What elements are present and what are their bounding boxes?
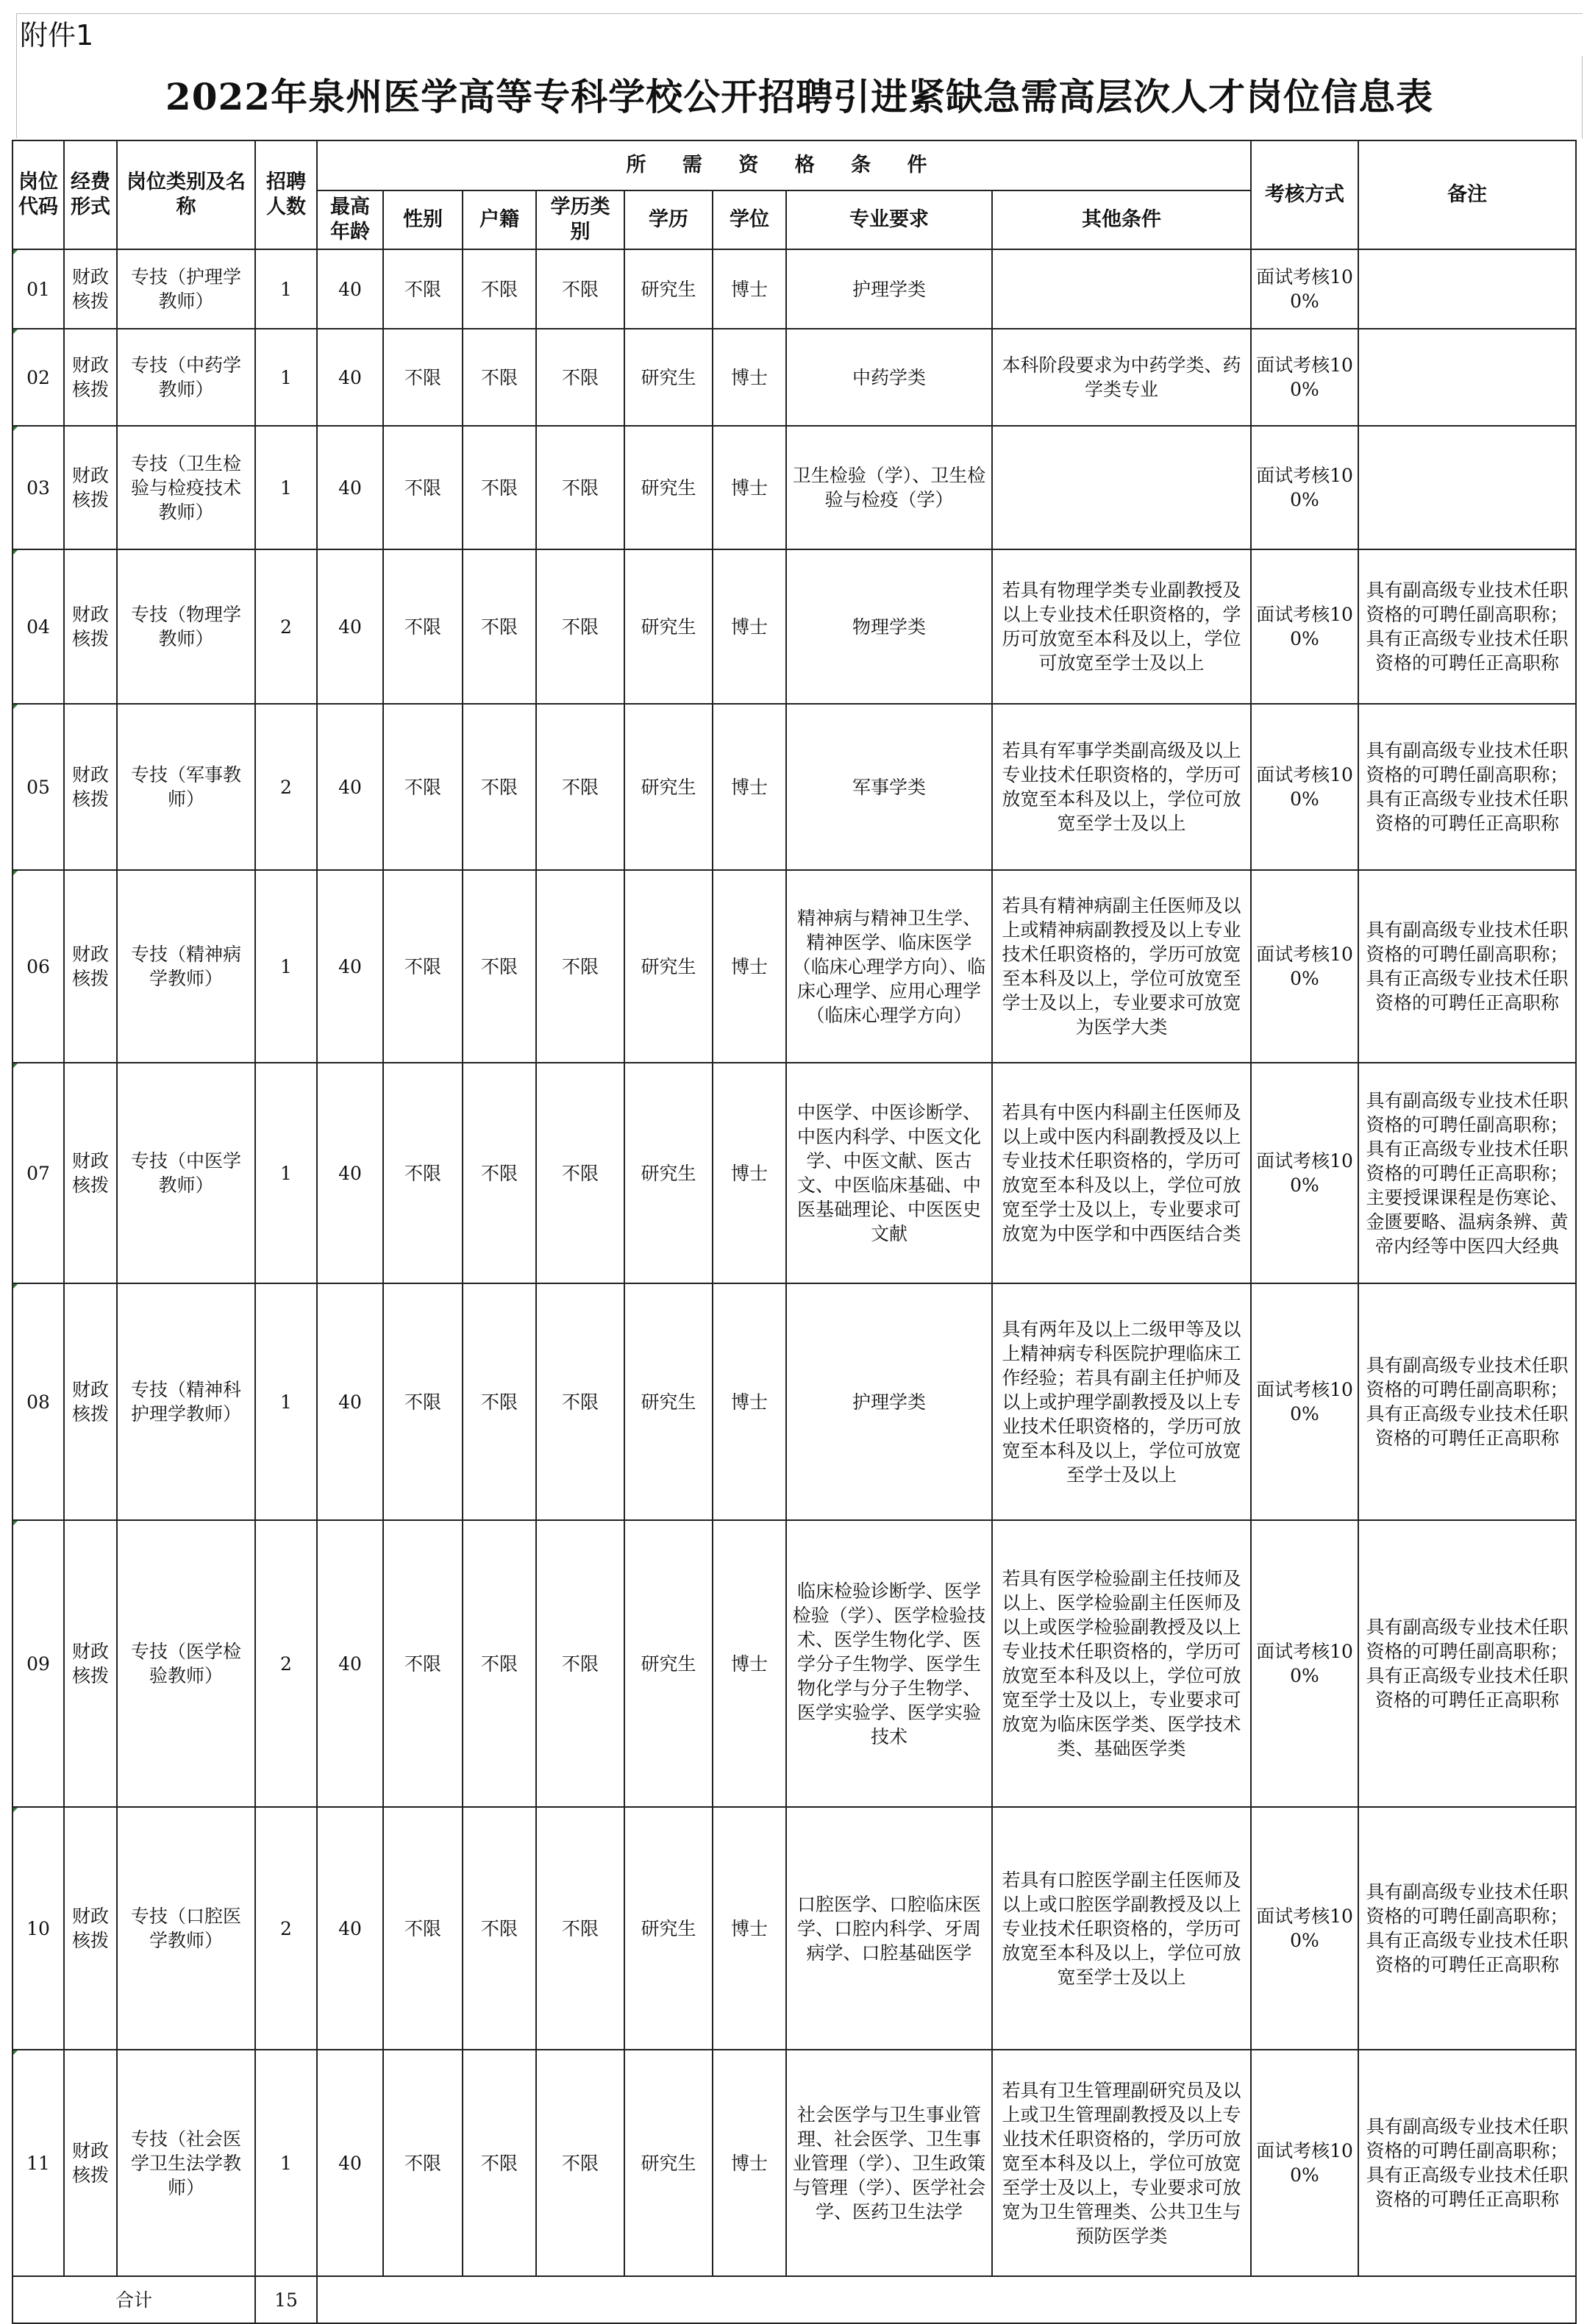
header-education: 学历 <box>624 190 713 249</box>
total-count: 15 <box>255 2276 317 2323</box>
cell-assessment: 面试考核100% <box>1251 2050 1358 2276</box>
cell-funding: 财政核拨 <box>64 704 117 870</box>
cell-education: 研究生 <box>624 329 713 426</box>
cell-funding: 财政核拨 <box>64 549 117 704</box>
cell-other: 若具有中医内科副主任医师及以上或中医内科副教授及以上专业技术任职资格的，学历可放宽至本科及以上，学位可放宽至学士及以上，专业要求可放宽为中医学和中西医结合类 <box>992 1063 1251 1283</box>
cell-corner-marker <box>13 550 18 555</box>
cell-category: 专技（精神病学教师） <box>117 870 255 1063</box>
cell-major: 物理学类 <box>786 549 992 704</box>
cell-other: 若具有军事学类副高级及以上专业技术任职资格的，学历可放宽至本科及以上，学位可放宽至学士及以上 <box>992 704 1251 870</box>
header-max-age: 最高年龄 <box>317 190 383 249</box>
cell-category: 专技（物理学教师） <box>117 549 255 704</box>
total-label: 合计 <box>13 2276 255 2323</box>
cell-degree: 博士 <box>713 1807 786 2050</box>
header-gender: 性别 <box>383 190 463 249</box>
cell-assessment: 面试考核100% <box>1251 870 1358 1063</box>
cell-education: 研究生 <box>624 426 713 549</box>
header-other: 其他条件 <box>992 190 1251 249</box>
cell-education: 研究生 <box>624 704 713 870</box>
cell-gender: 不限 <box>383 2050 463 2276</box>
cell-hukou: 不限 <box>463 1807 536 2050</box>
cell-major: 精神病与精神卫生学、精神医学、临床医学（临床心理学方向）、临床心理学、应用心理学（临床心理学方向） <box>786 870 992 1063</box>
cell-other: 若具有口腔医学副主任医师及以上或口腔医学副教授及以上专业技术任职资格的，学历可放宽至本科及以上，学位可放宽至学士及以上 <box>992 1807 1251 2050</box>
cell-category: 专技（医学检验教师） <box>117 1520 255 1807</box>
cell-major: 护理学类 <box>786 1283 992 1520</box>
cell-max-age: 40 <box>317 1807 383 2050</box>
table-row <box>13 426 1576 549</box>
cell-count: 2 <box>255 549 317 704</box>
document-title: 2022年泉州医学高等专科学校公开招聘引进紧缺急需高层次人才岗位信息表 <box>16 56 1583 138</box>
cell-funding: 财政核拨 <box>64 249 117 329</box>
cell-code: 04 <box>13 549 64 704</box>
cell-other: 若具有医学检验副主任技师及以上、医学检验副主任医师及以上或医学检验副教授及以上专业技术任职资格的，学历可放宽至本科及以上，学位可放宽至学士及以上，专业要求可放宽为临床医学类、医学技术类、基础医学类 <box>992 1520 1251 1807</box>
cell-code: 11 <box>13 2050 64 2276</box>
table-row <box>13 870 1576 1063</box>
cell-gender: 不限 <box>383 249 463 329</box>
cell-gender: 不限 <box>383 870 463 1063</box>
cell-corner-marker <box>13 1284 18 1288</box>
table-row <box>13 329 1576 426</box>
cell-category: 专技（口腔医学教师） <box>117 1807 255 2050</box>
cell-remarks <box>1358 426 1576 549</box>
cell-corner-marker <box>13 1808 18 1812</box>
cell-degree: 博士 <box>713 1283 786 1520</box>
cell-max-age: 40 <box>317 1283 383 1520</box>
cell-count: 1 <box>255 870 317 1063</box>
cell-edu-type: 不限 <box>536 1807 624 2050</box>
cell-gender: 不限 <box>383 1283 463 1520</box>
total-blank <box>317 2276 1576 2323</box>
cell-major: 卫生检验（学）、卫生检验与检疫（学） <box>786 426 992 549</box>
header-degree: 学位 <box>713 190 786 249</box>
position-table <box>12 140 1577 2324</box>
table-row <box>13 249 1576 329</box>
cell-remarks: 具有副高级专业技术任职资格的可聘任副高职称；具有正高级专业技术任职资格的可聘任正高职称；主要授课课程是伤寒论、金匮要略、温病条辨、黄帝内经等中医四大经典 <box>1358 1063 1576 1283</box>
cell-major: 中医学、中医诊断学、中医内科学、中医文化学、中医文献、医古文、中医临床基础、中医基础理论、中医医史文献 <box>786 1063 992 1283</box>
cell-count: 1 <box>255 249 317 329</box>
cell-degree: 博士 <box>713 704 786 870</box>
cell-edu-type: 不限 <box>536 1520 624 1807</box>
cell-edu-type: 不限 <box>536 1283 624 1520</box>
cell-remarks: 具有副高级专业技术任职资格的可聘任副高职称；具有正高级专业技术任职资格的可聘任正高职称 <box>1358 2050 1576 2276</box>
header-major: 专业要求 <box>786 190 992 249</box>
cell-corner-marker <box>13 427 18 431</box>
cell-education: 研究生 <box>624 1283 713 1520</box>
cell-remarks: 具有副高级专业技术任职资格的可聘任副高职称；具有正高级专业技术任职资格的可聘任正高职称 <box>1358 870 1576 1063</box>
cell-edu-type: 不限 <box>536 870 624 1063</box>
cell-hukou: 不限 <box>463 2050 536 2276</box>
cell-edu-type: 不限 <box>536 329 624 426</box>
cell-degree: 博士 <box>713 329 786 426</box>
cell-code: 07 <box>13 1063 64 1283</box>
cell-hukou: 不限 <box>463 329 536 426</box>
cell-remarks: 具有副高级专业技术任职资格的可聘任副高职称；具有正高级专业技术任职资格的可聘任正高职称 <box>1358 704 1576 870</box>
cell-max-age: 40 <box>317 1063 383 1283</box>
cell-assessment: 面试考核100% <box>1251 329 1358 426</box>
cell-other <box>992 249 1251 329</box>
cell-corner-marker <box>13 1521 18 1525</box>
cell-gender: 不限 <box>383 1807 463 2050</box>
cell-other: 若具有卫生管理副研究员及以上或卫生管理副教授及以上专业技术任职资格的，学历可放宽至本科及以上，学位可放宽至学士及以上，专业要求可放宽为卫生管理类、公共卫生与预防医学类 <box>992 2050 1251 2276</box>
cell-count: 1 <box>255 2050 317 2276</box>
cell-category: 专技（社会医学卫生法学教师） <box>117 2050 255 2276</box>
cell-edu-type: 不限 <box>536 426 624 549</box>
cell-assessment: 面试考核100% <box>1251 1063 1358 1283</box>
cell-category: 专技（中医学教师） <box>117 1063 255 1283</box>
cell-assessment: 面试考核100% <box>1251 549 1358 704</box>
cell-corner-marker <box>13 871 18 875</box>
cell-hukou: 不限 <box>463 870 536 1063</box>
cell-gender: 不限 <box>383 329 463 426</box>
cell-edu-type: 不限 <box>536 1063 624 1283</box>
cell-education: 研究生 <box>624 1807 713 2050</box>
header-code: 岗位代码 <box>13 140 64 249</box>
cell-hukou: 不限 <box>463 1063 536 1283</box>
cell-gender: 不限 <box>383 704 463 870</box>
table-row <box>13 1520 1576 1807</box>
table-row <box>13 1807 1576 2050</box>
cell-edu-type: 不限 <box>536 549 624 704</box>
cell-corner-marker <box>13 250 18 254</box>
cell-code: 10 <box>13 1807 64 2050</box>
cell-gender: 不限 <box>383 1520 463 1807</box>
header-qualifications: 所 需 资 格 条 件 <box>317 140 1251 190</box>
cell-max-age: 40 <box>317 249 383 329</box>
cell-hukou: 不限 <box>463 1283 536 1520</box>
cell-major: 社会医学与卫生事业管理、社会医学、卫生事业管理（学）、卫生政策与管理（学）、医学社会学、医药卫生法学 <box>786 2050 992 2276</box>
cell-edu-type: 不限 <box>536 704 624 870</box>
cell-remarks <box>1358 249 1576 329</box>
cell-education: 研究生 <box>624 549 713 704</box>
cell-hukou: 不限 <box>463 426 536 549</box>
cell-gender: 不限 <box>383 1063 463 1283</box>
cell-education: 研究生 <box>624 1063 713 1283</box>
cell-funding: 财政核拨 <box>64 1520 117 1807</box>
cell-other: 若具有物理学类专业副教授及以上专业技术任职资格的，学历可放宽至本科及以上，学位可放宽至学士及以上 <box>992 549 1251 704</box>
cell-other <box>992 426 1251 549</box>
cell-corner-marker <box>13 2050 18 2055</box>
cell-hukou: 不限 <box>463 249 536 329</box>
cell-category: 专技（护理学教师） <box>117 249 255 329</box>
total-row <box>13 2276 1576 2323</box>
cell-max-age: 40 <box>317 549 383 704</box>
cell-count: 1 <box>255 329 317 426</box>
cell-corner-marker <box>13 329 18 334</box>
cell-code: 09 <box>13 1520 64 1807</box>
header-count: 招聘人数 <box>255 140 317 249</box>
cell-remarks: 具有副高级专业技术任职资格的可聘任副高职称；具有正高级专业技术任职资格的可聘任正高职称 <box>1358 549 1576 704</box>
cell-hukou: 不限 <box>463 549 536 704</box>
cell-major: 口腔医学、口腔临床医学、口腔内科学、牙周病学、口腔基础医学 <box>786 1807 992 2050</box>
cell-count: 2 <box>255 1520 317 1807</box>
cell-count: 2 <box>255 704 317 870</box>
cell-funding: 财政核拨 <box>64 870 117 1063</box>
cell-code: 01 <box>13 249 64 329</box>
cell-major: 中药学类 <box>786 329 992 426</box>
cell-funding: 财政核拨 <box>64 2050 117 2276</box>
cell-degree: 博士 <box>713 1520 786 1807</box>
cell-count: 1 <box>255 426 317 549</box>
cell-assessment: 面试考核100% <box>1251 1807 1358 2050</box>
cell-count: 1 <box>255 1283 317 1520</box>
cell-degree: 博士 <box>713 549 786 704</box>
cell-gender: 不限 <box>383 426 463 549</box>
cell-max-age: 40 <box>317 870 383 1063</box>
cell-funding: 财政核拨 <box>64 1063 117 1283</box>
cell-degree: 博士 <box>713 249 786 329</box>
cell-remarks: 具有副高级专业技术任职资格的可聘任副高职称；具有正高级专业技术任职资格的可聘任正高职称 <box>1358 1283 1576 1520</box>
cell-hukou: 不限 <box>463 704 536 870</box>
header-category: 岗位类别及名称 <box>117 140 255 249</box>
cell-degree: 博士 <box>713 870 786 1063</box>
cell-funding: 财政核拨 <box>64 426 117 549</box>
cell-remarks: 具有副高级专业技术任职资格的可聘任副高职称；具有正高级专业技术任职资格的可聘任正高职称 <box>1358 1807 1576 2050</box>
cell-corner-marker <box>13 705 18 709</box>
table-row <box>13 704 1576 870</box>
cell-degree: 博士 <box>713 426 786 549</box>
cell-max-age: 40 <box>317 329 383 426</box>
cell-hukou: 不限 <box>463 1520 536 1807</box>
cell-education: 研究生 <box>624 1520 713 1807</box>
attachment-label: 附件1 <box>16 13 1583 56</box>
cell-remarks <box>1358 329 1576 426</box>
cell-funding: 财政核拨 <box>64 329 117 426</box>
table-row <box>13 1063 1576 1283</box>
cell-assessment: 面试考核100% <box>1251 249 1358 329</box>
header-edu-type: 学历类别 <box>536 190 624 249</box>
cell-major: 临床检验诊断学、医学检验（学）、医学检验技术、医学生物化学、医学分子生物学、医学生物化学与分子生物学、医学实验学、医学实验技术 <box>786 1520 992 1807</box>
cell-category: 专技（卫生检验与检疫技术教师） <box>117 426 255 549</box>
table-row <box>13 1283 1576 1520</box>
cell-major: 军事学类 <box>786 704 992 870</box>
cell-count: 1 <box>255 1063 317 1283</box>
header-funding: 经费形式 <box>64 140 117 249</box>
cell-code: 06 <box>13 870 64 1063</box>
cell-education: 研究生 <box>624 870 713 1063</box>
cell-corner-marker <box>13 1063 18 1068</box>
cell-education: 研究生 <box>624 2050 713 2276</box>
cell-edu-type: 不限 <box>536 249 624 329</box>
cell-other: 若具有精神病副主任医师及以上或精神病副教授及以上专业技术任职资格的，学历可放宽至本科及以上，学位可放宽至学士及以上，专业要求可放宽为医学大类 <box>992 870 1251 1063</box>
cell-gender: 不限 <box>383 549 463 704</box>
cell-code: 08 <box>13 1283 64 1520</box>
header-assessment: 考核方式 <box>1251 140 1358 249</box>
cell-major: 护理学类 <box>786 249 992 329</box>
cell-other: 具有两年及以上二级甲等及以上精神病专科医院护理临床工作经验；若具有副主任护师及以上或护理学副教授及以上专业技术任职资格的，学历可放宽至本科及以上，学位可放宽至学士及以上 <box>992 1283 1251 1520</box>
cell-remarks: 具有副高级专业技术任职资格的可聘任副高职称；具有正高级专业技术任职资格的可聘任正高职称 <box>1358 1520 1576 1807</box>
cell-code: 02 <box>13 329 64 426</box>
cell-max-age: 40 <box>317 704 383 870</box>
cell-max-age: 40 <box>317 2050 383 2276</box>
cell-category: 专技（中药学教师） <box>117 329 255 426</box>
cell-assessment: 面试考核100% <box>1251 1283 1358 1520</box>
table-row <box>13 549 1576 704</box>
cell-assessment: 面试考核100% <box>1251 1520 1358 1807</box>
cell-code: 03 <box>13 426 64 549</box>
cell-max-age: 40 <box>317 1520 383 1807</box>
cell-code: 05 <box>13 704 64 870</box>
cell-assessment: 面试考核100% <box>1251 704 1358 870</box>
cell-funding: 财政核拨 <box>64 1283 117 1520</box>
cell-max-age: 40 <box>317 426 383 549</box>
header-remarks: 备注 <box>1358 140 1576 249</box>
header-hukou: 户籍 <box>463 190 536 249</box>
cell-funding: 财政核拨 <box>64 1807 117 2050</box>
cell-degree: 博士 <box>713 1063 786 1283</box>
cell-category: 专技（军事教师） <box>117 704 255 870</box>
cell-assessment: 面试考核100% <box>1251 426 1358 549</box>
table-body <box>13 249 1576 2276</box>
cell-education: 研究生 <box>624 249 713 329</box>
cell-other: 本科阶段要求为中药学类、药学类专业 <box>992 329 1251 426</box>
table-row <box>13 2050 1576 2276</box>
cell-count: 2 <box>255 1807 317 2050</box>
cell-edu-type: 不限 <box>536 2050 624 2276</box>
cell-category: 专技（精神科护理学教师） <box>117 1283 255 1520</box>
cell-degree: 博士 <box>713 2050 786 2276</box>
